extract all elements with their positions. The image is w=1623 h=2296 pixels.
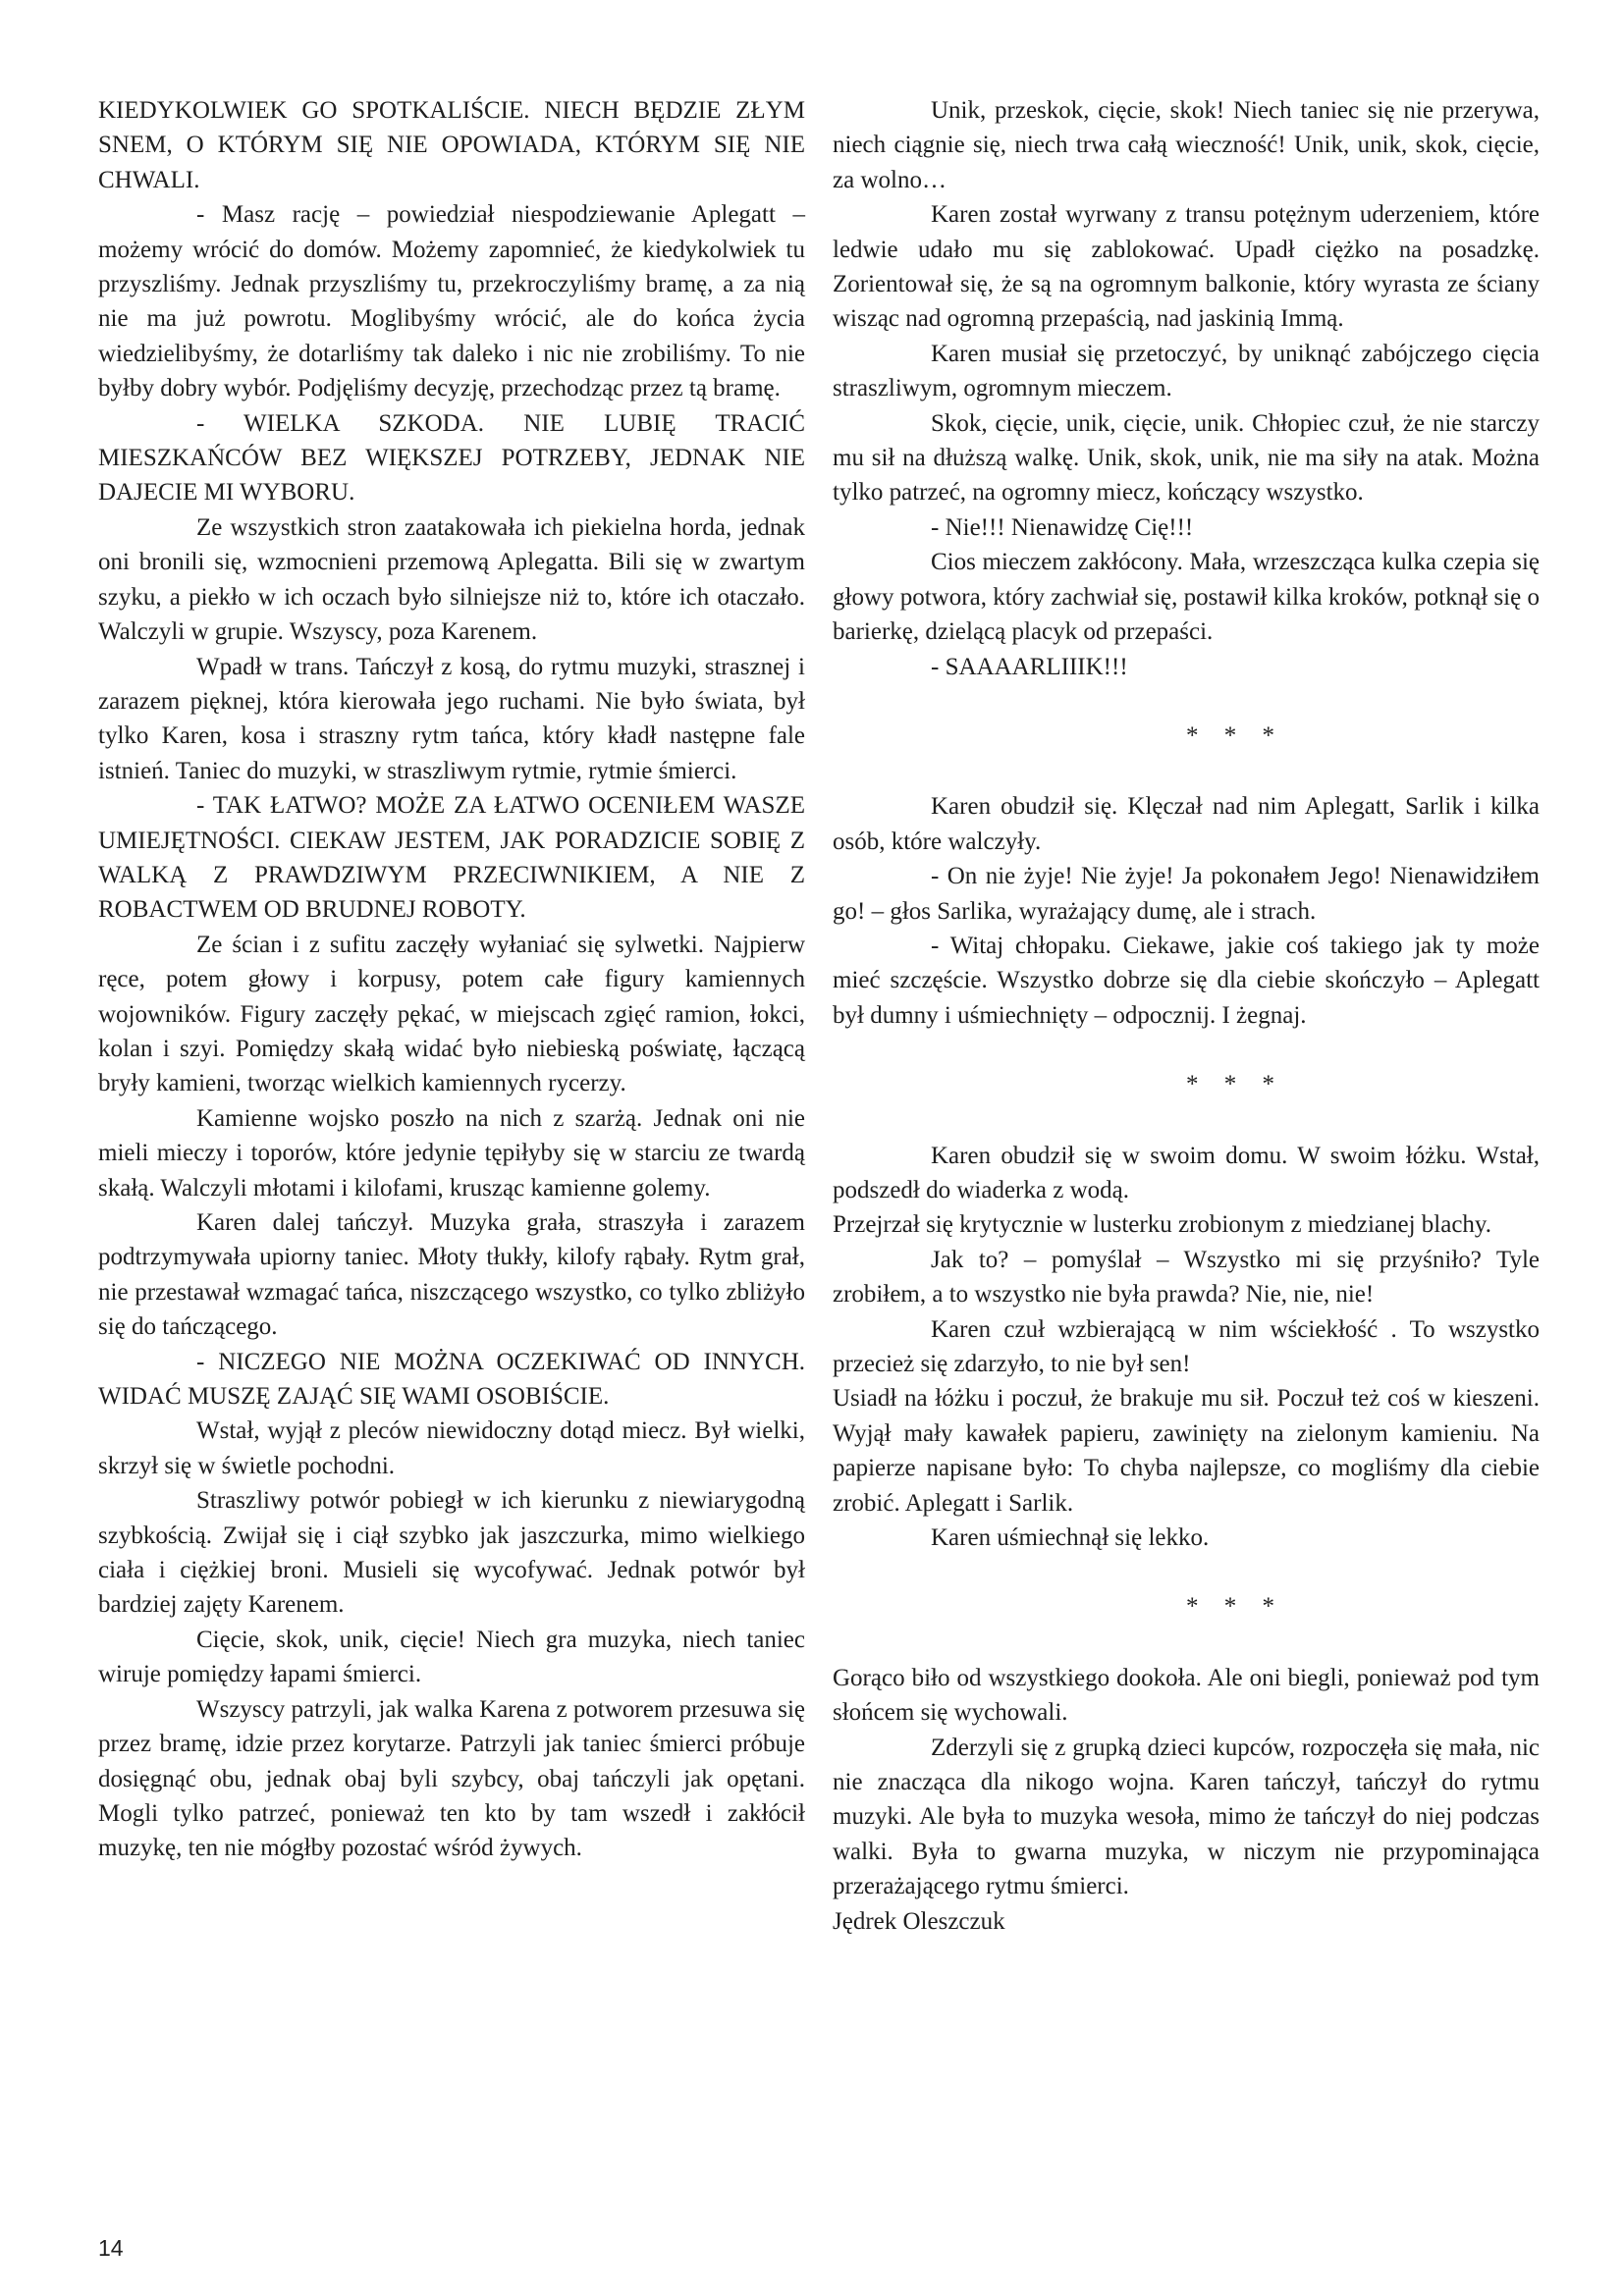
left-column xyxy=(98,93,805,1866)
section-divider: * * * xyxy=(1186,1593,1274,1621)
paragraph: Usiadł na łóżku i poczuł, że brakuje mu sił. Poczuł też coś w kieszeni. Wyjął mały kawałek papieru, zawinięty na zielonym kamieniu. Na papierze napisane było: To chyba najlepsze, co mogliśmy dla ciebie zrobić. Aplegatt i Sarlik. xyxy=(833,1385,1540,1517)
paragraph: Karen czuł wzbierającą w nim wściekłość . To wszystko przecież się zdarzyło, to nie był sen! xyxy=(833,1315,1540,1377)
paragraph: Zderzyli się z grupką dzieci kupców, rozpoczęła się mała, nic nie znacząca dla nikogo wojna. Karen tańczył, tańczył do rytmu muzyki. Ale była to muzyka wesoła, mimo że tańczył do niej podczas walki. Była to gwarna muzyka, w niczym nie przypominająca przerażającego rytmu śmierci. xyxy=(833,1734,1540,1900)
paragraph: - Witaj chłopaku. Ciekawe, jakie coś takiego jak ty może mieć szczęście. Wszystko dobrze się dla ciebie skończyło – Aplegatt był dumny i uśmiechnięty – odpocznij. I żegnaj. xyxy=(833,932,1540,1029)
section-divider: * * * xyxy=(1186,721,1274,749)
paragraph: Gorąco biło od wszystkiego dookoła. Ale oni biegli, ponieważ pod tym słońcem się wychowali. xyxy=(833,1664,1540,1727)
paragraph: Straszliwy potwór pobiegł w ich kierunku z niewiarygodną szybkością. Zwijał się i ciął szybko jak jaszczurka, mimo wielkiego ciała i ciężkiej broni. Musieli się wycofywać. Jednak potwór był bardziej zajęty Karenem. xyxy=(98,1487,805,1619)
paragraph: Karen dalej tańczył. Muzyka grała, straszyła i zarazem podtrzymywała upiorny taniec. Młoty tłukły, kilofy rąbały. Rytm grał, nie przestawał wzmagać tańca, niszczącego wszystko, co tylko zbliżyło się do tańczącego. xyxy=(98,1209,805,1341)
paragraph: Skok, cięcie, unik, cięcie, unik. Chłopiec czuł, że nie starczy mu sił na dłuższą walkę. Unik, skok, unik, nie ma siły na atak. Można tylko patrzeć, na ogromny miecz, kończący wszystko. xyxy=(833,409,1540,507)
paragraph: Karen uśmiechnął się lekko. xyxy=(931,1524,1210,1552)
paragraph: Unik, przeskok, cięcie, skok! Niech taniec się nie przerywa, niech ciągnie się, niech trwa całą wieczność! Unik, unik, skok, cięcie, za wolno… xyxy=(833,97,1540,193)
page-number: 14 xyxy=(98,2235,124,2261)
paragraph: Karen musiał się przetoczyć, by uniknąć zabójczego cięcia straszliwym, ogromnym mieczem. xyxy=(833,340,1540,402)
right-column xyxy=(833,93,1540,1939)
section-divider: * * * xyxy=(1186,1071,1274,1098)
paragraph: Karen obudził się. Klęczał nad nim Aplegatt, Sarlik i kilka osób, które walczyły. xyxy=(833,793,1540,855)
paragraph: Cios mieczem zakłócony. Mała, wrzeszcząca kulka czepia się głowy potwora, który zachwiał się, postawił kilka kroków, potknął się o barierkę, dzielącą placyk od przepaści. xyxy=(833,549,1540,646)
paragraph: Cięcie, skok, unik, cięcie! Niech gra muzyka, niech taniec wiruje pomiędzy łapami śmierci. xyxy=(98,1626,805,1688)
paragraph: Jak to? – pomyślał – Wszystko mi się przyśniło? Tyle zrobiłem, a to wszystko nie była prawda? Nie, nie, nie! xyxy=(833,1246,1540,1308)
paragraph: Ze ścian i z sufitu zaczęły wyłaniać się sylwetki. Najpierw ręce, potem głowy i korpusy, potem całe figury kamiennych wojowników. Figury zaczęły pękać, w miejscach zgięć ramion, łokci, kolan i szyi. Pomiędzy skałą widać było niebieską poświatę, łączącą bryły kamieni, tworząc wielkich kamiennych rycerzy. xyxy=(98,931,805,1097)
paragraph: Wszyscy patrzyli, jak walka Karena z potworem przesuwa się przez bramę, idzie przez korytarze. Patrzyli jak taniec śmierci próbuje dosięgnąć obu, jednak obaj byli szybcy, obaj tańczyli jak opętani. Mogli tylko patrzeć, ponieważ ten kto by tam wszedł i zakłócił muzykę, ten nie mógłby pozostać wśród żywych. xyxy=(98,1695,805,1862)
paragraph: KIEDYKOLWIEK GO SPOTKALIŚCIE. NIECH BĘDZIE ZŁYM SNEM, O KTÓRYM SIĘ NIE OPOWIADA, KTÓRYM SIĘ NIE CHWALI. xyxy=(98,97,805,193)
author-signature: Jędrek Oleszczuk xyxy=(833,1907,1005,1935)
paragraph: Wpadł w trans. Tańczył z kosą, do rytmu muzyki, strasznej i zarazem pięknej, która kierowała jego ruchami. Nie było świata, był tylko Karen, kosa i straszny rytm tańca, który kładł następne fale istnień. Taniec do muzyki, w straszliwym rytmie, rytmie śmierci. xyxy=(98,653,805,784)
paragraph: Przejrzał się krytycznie w lusterku zrobionym z miedzianej blachy. xyxy=(833,1211,1492,1239)
paragraph: - NICZEGO NIE MOŻNA OCZEKIWAĆ OD INNYCH. WIDAĆ MUSZĘ ZAJĄĆ SIĘ WAMI OSOBIŚCIE. xyxy=(98,1348,805,1411)
paragraph: - TAK ŁATWO? MOŻE ZA ŁATWO OCENIŁEM WASZE UMIEJĘTNOŚCI. CIEKAW JESTEM, JAK PORADZICIE SOBIĘ Z WALKĄ Z PRAWDZIWYM PRZECIWNIKIEM, A NIE Z ROBACTWEM OD BRUDNEJ ROBOTY. xyxy=(98,792,805,924)
paragraph: - Nie!!! Nienawidzę Cię!!! xyxy=(931,513,1194,541)
paragraph: - Masz rację – powiedział niespodziewanie Aplegatt – możemy wrócić do domów. Możemy zapomnieć, że kiedykolwiek tu przyszliśmy. Jednak przyszliśmy tu, przekroczyliśmy bramę, a za nią nie ma już powrotu. Moglibyśmy wrócić, ale do końca życia wiedzielibyśmy, że dotarliśmy tak daleko i nic nie zrobiliśmy. To nie byłby dobry wybór. Podjęliśmy decyzję, przechodząc przez tą bramę. xyxy=(98,201,805,402)
paragraph: Wstał, wyjął z pleców niewidoczny dotąd miecz. Był wielki, skrzył się w świetle pochodni. xyxy=(98,1417,805,1479)
paragraph: Karen został wyrwany z transu potężnym uderzeniem, które ledwie udało mu się zablokować. Upadł ciężko na posadzkę. Zorientował się, że są na ogromnym balkonie, który wyrasta ze ściany wisząc nad ogromną przepaścią, nad jaskinią Immą. xyxy=(833,201,1540,333)
paragraph: - WIELKA SZKODA. NIE LUBIĘ TRACIĆ MIESZKAŃCÓW BEZ WIĘKSZEJ POTRZEBY, JEDNAK NIE DAJECIE MI WYBORU. xyxy=(98,409,805,507)
paragraph: Ze wszystkich stron zaatakowała ich piekielna horda, jednak oni bronili się, wzmocnieni przemową Aplegatta. Bili się w zwartym szyku, a piekło w ich oczach było silniejsze niż to, które ich otaczało. Walczyli w grupie. Wszyscy, poza Karenem. xyxy=(98,513,805,646)
paragraph: Karen obudził się w swoim domu. W swoim łóżku. Wstał, podszedł do wiaderka z wodą. xyxy=(833,1142,1540,1203)
paragraph: Kamienne wojsko poszło na nich z szarżą. Jednak oni nie mieli mieczy i toporów, które jedynie tępiłyby się w starciu ze twardą skałą. Walczyli młotami i kilofami, krusząc kamienne golemy. xyxy=(98,1104,805,1201)
paragraph: - On nie żyje! Nie żyje! Ja pokonałem Jego! Nienawidziłem go! – głos Sarlika, wyrażający dumę, ale i strach. xyxy=(833,863,1540,925)
paragraph: - SAAAARLIIIK!!! xyxy=(931,653,1128,680)
